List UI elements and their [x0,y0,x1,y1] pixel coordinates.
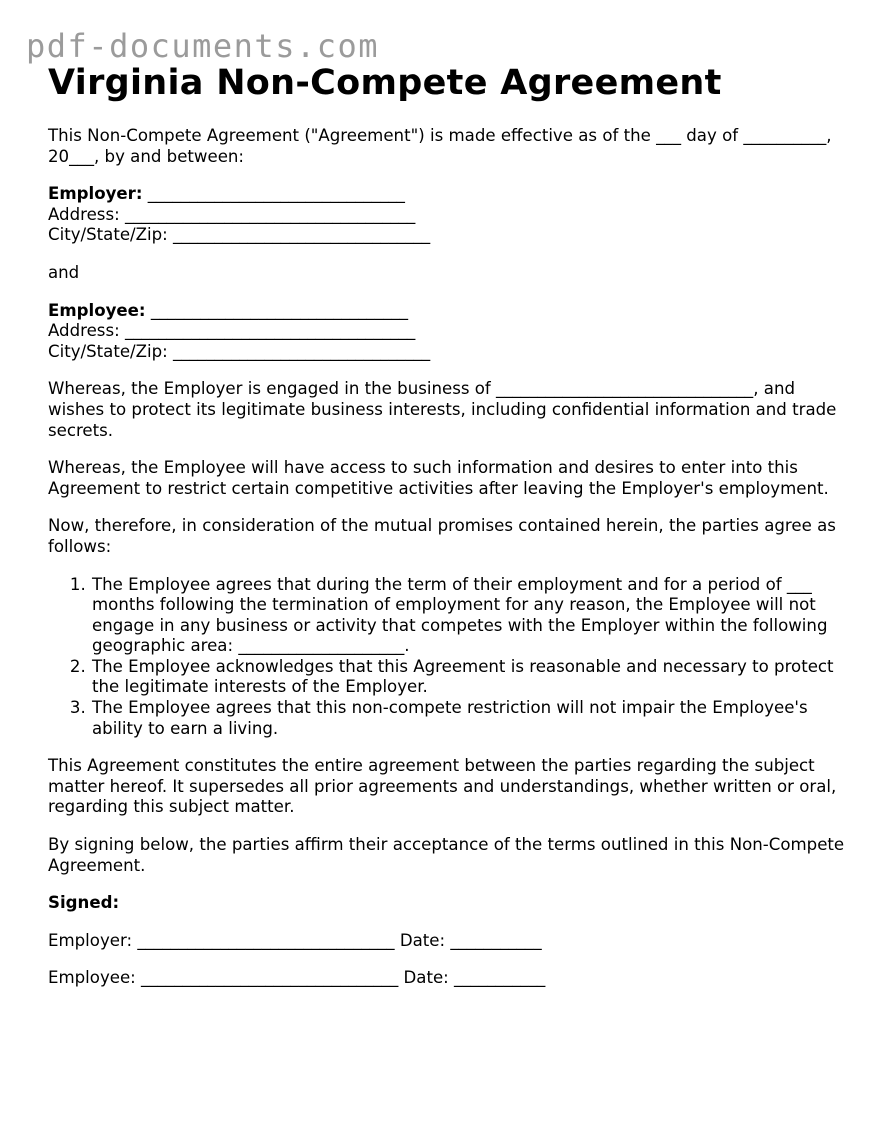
employee-signature-line: Employee: _______________________________ Date: ___________ [48,968,546,988]
term-item: 3. The Employee agrees that this non-compete restriction will not impair the Employee's ability to earn a living. [91,698,848,739]
employee-name-line [48,301,848,322]
term-item: 2. The Employee acknowledges that this Agreement is reasonable and necessary to protect the legitimate interests of the Employer. [91,657,848,698]
now-therefore-paragraph: Now, therefore, in consideration of the mutual promises contained herein, the parties agree as follows: [48,516,836,556]
employer-name-line [48,184,848,205]
intro-paragraph: This Non-Compete Agreement ("Agreement") is made effective as of the ___ day of __________, 20___, by and between: [48,126,832,166]
affirmation-paragraph: By signing below, the parties affirm their acceptance of the terms outlined in this Non-Compete Agreement. [48,835,845,875]
watermark: pdf-documents.com [26,27,380,65]
employee-address-line: Address: ___________________________________ [48,321,416,341]
employee-label: Employee: [48,300,146,320]
employer-city-line: City/State/Zip: _______________________________ [48,225,431,245]
document-title: Virginia Non-Compete Agreement [48,63,722,103]
whereas-employer-paragraph: Whereas, the Employer is engaged in the business of _______________________________, and wishes to protect its legitimate business interests, including confidential information and trade secrets. [48,379,837,440]
employer-name-blank: _______________________________ [142,184,405,204]
signed-label: Signed: [48,893,120,913]
term-item: 1. The Employee agrees that during the term of their employment and for a period of ___ months following the termination of employment for any reason, the Employee will not engage in any business or activity that competes with the Employer within the following geographic area: ____________________. [91,575,848,657]
and-text: and [48,262,80,282]
employer-label: Employer: [48,184,143,204]
document-body [48,126,848,989]
employer-signature-line: Employer: _______________________________ Date: ___________ [48,930,542,950]
document [48,60,848,989]
employer-block [48,184,848,246]
employee-city-line: City/State/Zip: _______________________________ [48,341,431,361]
entire-agreement-paragraph: This Agreement constitutes the entire agreement between the parties regarding the subject matter hereof. It supersedes all prior agreements and understandings, whether written or oral, regarding this subject matter. [48,756,837,817]
employee-name-blank: _______________________________ [145,300,409,320]
whereas-employee-paragraph: Whereas, the Employee will have access to such information and desires to enter into this Agreement to restrict certain competitive activities after leaving the Employer's employment. [48,458,829,498]
employer-address-line: Address: ___________________________________ [48,204,416,224]
terms-list [48,575,848,740]
employee-block [48,301,848,363]
